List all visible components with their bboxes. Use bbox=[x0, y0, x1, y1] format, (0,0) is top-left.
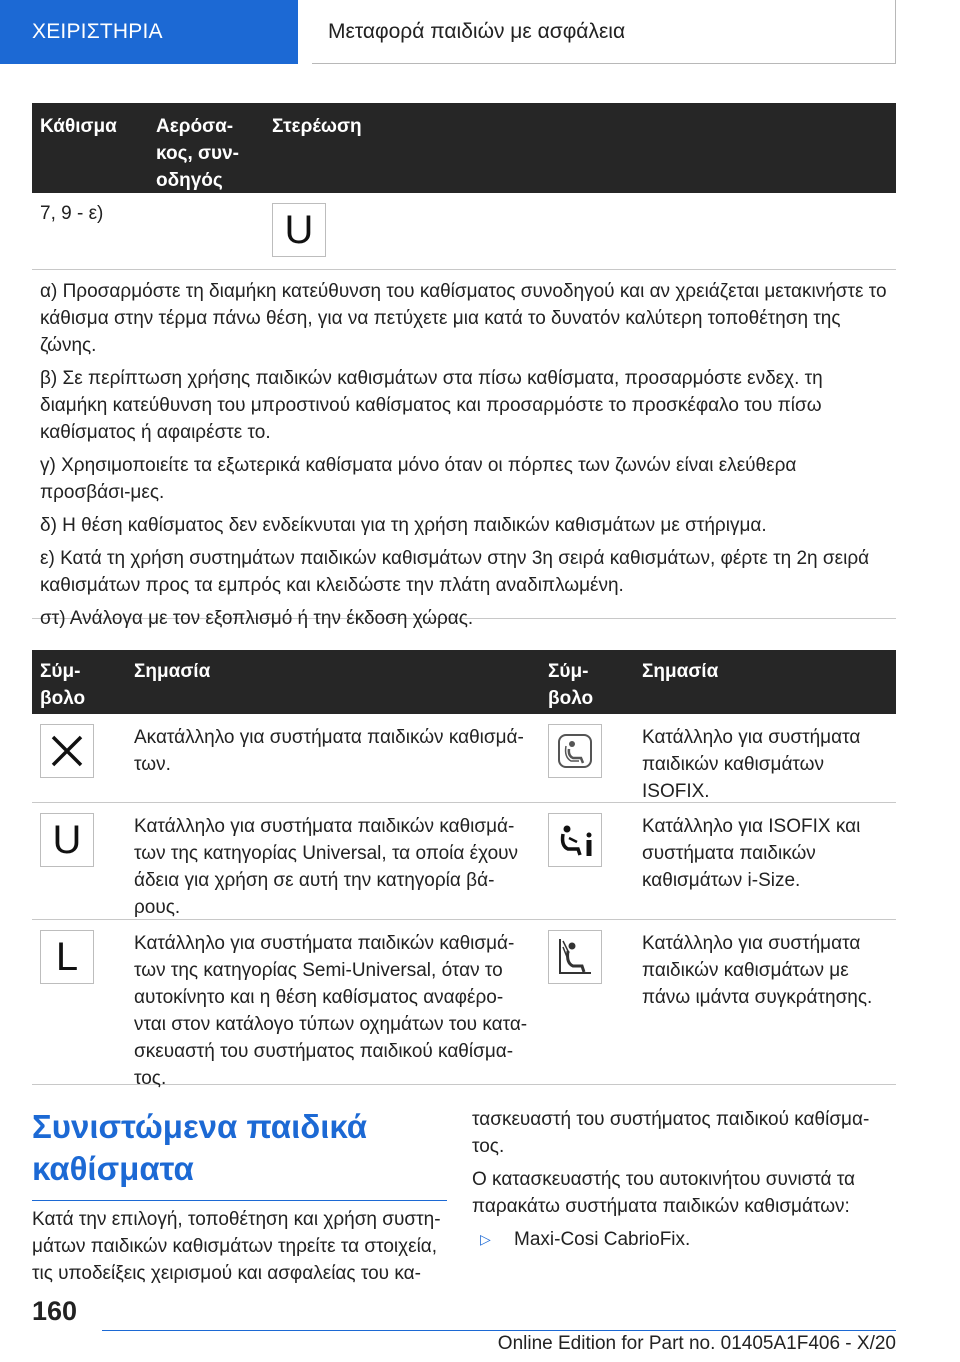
right-column bbox=[472, 1106, 896, 1253]
note-d: δ) Η θέση καθίσματος δεν ενδείκνυται για τη χρήση παιδικών καθισμάτων με στήριγμα. bbox=[40, 515, 767, 536]
symbol-table-header bbox=[32, 650, 896, 714]
note-a: α) Προσαρμόστε τη διαμήκη κατεύθυνση του καθίσματος συνοδηγού και αν χρειάζεται μετακινήστε το κάθισμα στην τέρμα πάνω θέση, για να πετύχετε μια κατά το δυνατόν καλύτερη τοποθέτηση της ζώνης. bbox=[40, 281, 887, 356]
intro-column bbox=[32, 1206, 447, 1293]
triangle-bullet-icon: ▷ bbox=[480, 1231, 491, 1247]
header-section-tab: ΧΕΙΡΙΣΤΗΡΙΑ bbox=[0, 0, 298, 64]
footnotes bbox=[32, 272, 896, 629]
seat-value: 7, 9 - ε) bbox=[40, 203, 104, 224]
table-row bbox=[32, 714, 896, 803]
seat-table bbox=[32, 103, 896, 270]
col-airbag: Αερόσα- κος, συν- οδηγός bbox=[156, 116, 239, 191]
intro-text: Κατά την επιλογή, τοποθέτηση και χρήση συστη‐μάτων παιδικών καθισμάτων τηρείτε τα στοιχεία, τις υποδείξεις χειρισμού και ασφαλείας του κα‐ bbox=[32, 1209, 441, 1284]
table-row bbox=[32, 803, 896, 920]
meaning-text: Κατάλληλο για συστήματα παιδικών καθισμάτων ISOFIX. bbox=[642, 727, 861, 802]
col-symbol-right: Σύμ- βολο bbox=[548, 661, 594, 709]
continued-text: τασκευαστή του συστήματος παιδικού καθίσμα‐τος. bbox=[472, 1109, 870, 1157]
isofix-seat-icon bbox=[548, 724, 602, 778]
list-item-text: Maxi-Cosi CabrioFix. bbox=[514, 1229, 691, 1250]
meaning-text: Κατάλληλο για συστήματα παιδικών καθισμά‐των της κατηγορίας Semi-Universal, όταν το αυτοκίνητο και η θέση καθίσματος αναφέρο‐νται στον κατάλογο τύπων οχημάτων του κατα‐σκευαστή του συστήματος παιδικού καθίσμα‐τος. bbox=[134, 933, 528, 1089]
list-item bbox=[472, 1226, 896, 1253]
col-seat: Κάθισμα bbox=[40, 116, 117, 137]
table-row bbox=[32, 920, 896, 1089]
note-b: β) Σε περίπτωση χρήσης παιδικών καθισμάτων στα πίσω καθίσματα, προσαρμόστε ενδεχ. τη διαμήκη κατεύθυνση του μπροστινού καθίσματος και προσαρμόστε το προσκέφαλο του πίσω καθίσματος ή αφαιρέστε το. bbox=[40, 368, 823, 443]
symbol-table bbox=[32, 650, 896, 1089]
top-tether-seat-icon bbox=[548, 930, 602, 984]
meaning-text: Κατάλληλο για συστήματα παιδικών καθισμά‐των της κατηγορίας Universal, τα οποία έχουν άδεια για χρήση σε αυτή την κατηγορία βά‐ρους. bbox=[134, 816, 519, 918]
col-fixing: Στερέωση bbox=[272, 116, 362, 137]
note-f: στ) Ανάλογα με τον εξοπλισμό ή την έκδοση χώρας. bbox=[40, 608, 474, 629]
note-c: γ) Χρησιμοποιείτε τα εξωτερικά καθίσματα μόνο όταν οι πόρπες των ζωνών είναι ελεύθερα προσβάσι‐μες. bbox=[40, 455, 797, 503]
note-e: ε) Κατά τη χρήση συστημάτων παιδικών καθισμάτων στην 3η σειρά καθισμάτων, φέρτε τη 2η σειρά καθισμάτων προς τα εμπρός και κλειδώστε την πλάτη αναδιπλωμένη. bbox=[40, 548, 870, 596]
footer-divider bbox=[102, 1330, 896, 1331]
page-number: 160 bbox=[32, 1296, 78, 1326]
universal-u-icon: U bbox=[272, 203, 326, 257]
header-chapter-title: Μεταφορά παιδιών με ασφάλεια bbox=[312, 0, 896, 64]
col-meaning-left: Σημασία bbox=[134, 661, 211, 682]
unsuitable-x-icon bbox=[40, 724, 94, 778]
section-title: Συνιστώμενα παιδικά καθίσματα bbox=[32, 1106, 447, 1201]
semi-universal-l-icon: L bbox=[40, 930, 94, 984]
seat-table-header bbox=[32, 103, 896, 193]
meaning-text: Ακατάλληλο για συστήματα παιδικών καθισμά‐των. bbox=[134, 727, 524, 775]
recommend-text: Ο κατασκευαστής του αυτοκινήτου συνιστά τα παρακάτω συστήματα παιδικών καθισμάτων: bbox=[472, 1169, 856, 1217]
col-symbol-left: Σύμ- βολο bbox=[40, 661, 86, 709]
footer-edition: Online Edition for Part no. 01405A1F406 - X/20 bbox=[497, 1333, 896, 1354]
col-meaning-right: Σημασία bbox=[642, 661, 719, 682]
meaning-text: Κατάλληλο για ISOFIX και συστήματα παιδικών καθισμάτων i-Size. bbox=[642, 816, 861, 891]
universal-u-icon: U bbox=[40, 813, 94, 867]
i-size-seat-icon bbox=[548, 813, 602, 867]
table-row bbox=[32, 193, 896, 270]
meaning-text: Κατάλληλο για συστήματα παιδικών καθισμάτων με πάνω ιμάντα συγκράτησης. bbox=[642, 933, 873, 1008]
